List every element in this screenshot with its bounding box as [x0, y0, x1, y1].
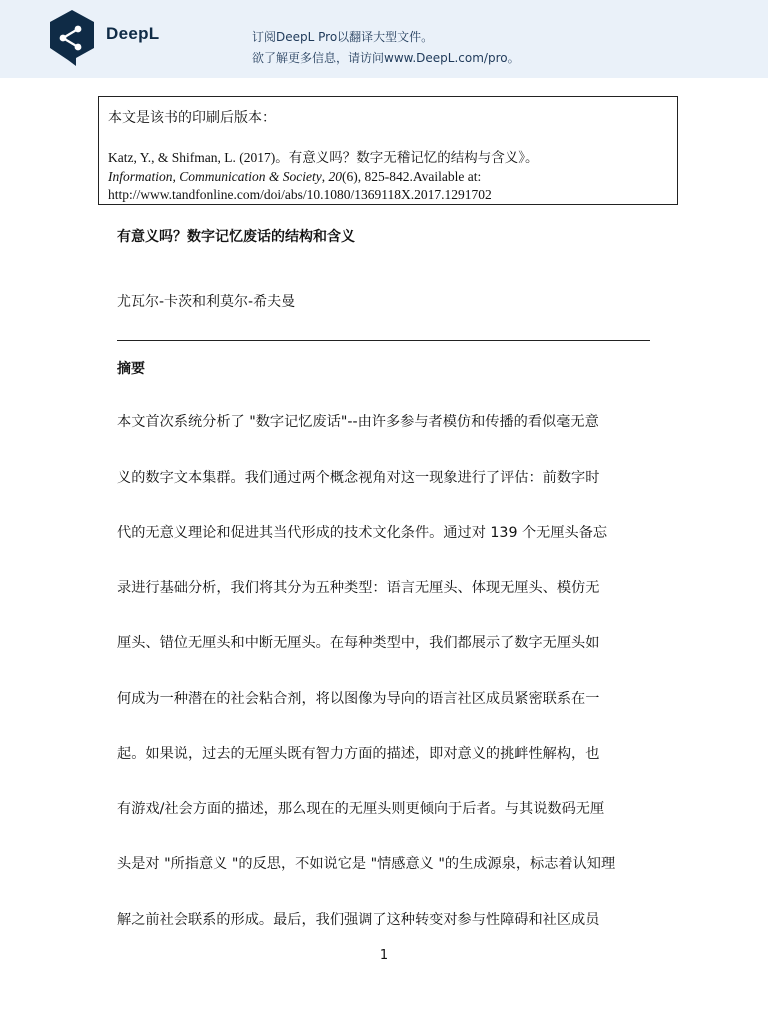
abstract-line: 义的数字文本集群。我们通过两个概念视角对这一现象进行了评估：前数字时 [117, 470, 600, 486]
journal-name: Information, Communication & Society [108, 169, 322, 184]
journal-issue-pages: (6), 825-842.Available at: [341, 169, 482, 184]
abstract-line: 起。如果说，过去的无厘头既有智力方面的描述，即对意义的挑衅性解构，也 [117, 746, 600, 762]
paper-title: 有意义吗？数字记忆废话的结构和含义 [117, 229, 355, 245]
citation-box [98, 96, 678, 205]
citation-journal [108, 169, 481, 185]
journal-separator: , [321, 169, 329, 184]
abstract-line: 厘头、错位无厘头和中断无厘头。在每种类型中，我们都展示了数字无厘头如 [117, 635, 600, 651]
abstract-heading: 摘要 [117, 361, 145, 377]
abstract-line: 代的无意义理论和促进其当代形成的技术文化条件。通过对 139 个无厘头备忘 [117, 525, 608, 541]
abstract-line: 解之前社会联系的形成。最后，我们强调了这种转变对参与性障碍和社区成员 [117, 912, 600, 928]
deepl-logo-icon[interactable] [46, 8, 98, 68]
citation-url[interactable]: http://www.tandfonline.com/doi/abs/10.1080/1369118X.2017.1291702 [108, 187, 492, 202]
abstract-line: 何成为一种潜在的社会粘合剂，将以图像为导向的语言社区成员紧密联系在一 [117, 691, 600, 707]
deepl-banner [0, 0, 768, 78]
promo-prefix: 欲了解更多信息，请访问 [252, 51, 385, 65]
citation-reference: Katz, Y., & Shifman, L. (2017)。有意义吗？数字无稽记忆的结构与含义》。 [108, 150, 539, 165]
abstract-line: 录进行基础分析，我们将其分为五种类型：语言无厘头、体现无厘头、模仿无 [117, 580, 600, 596]
deepl-pro-link[interactable]: www.DeepL.com/pro [384, 51, 508, 65]
page-number: 1 [379, 948, 389, 963]
paper-authors: 尤瓦尔-卡茨和利莫尔-希夫曼 [117, 294, 296, 310]
promo-line-2 [252, 49, 520, 66]
deepl-logo-text[interactable]: DeepL [106, 24, 160, 43]
abstract-line: 头是对 "所指意义 "的反思，不如说它是 "情感意义 "的生成源泉，标志着认知理 [117, 856, 616, 872]
citation-heading: 本文是该书的印刷后版本： [108, 110, 276, 126]
divider [117, 340, 650, 341]
promo-suffix: 。 [507, 51, 520, 65]
promo-line-1: 订阅DeepL Pro以翻译大型文件。 [252, 30, 434, 44]
abstract-line: 本文首次系统分析了 "数字记忆废话"--由许多参与者模仿和传播的看似毫无意 [117, 414, 599, 430]
journal-volume: 20 [328, 169, 342, 184]
abstract-line: 有游戏/社会方面的描述，那么现在的无厘头则更倾向于后者。与其说数码无厘 [117, 801, 605, 817]
